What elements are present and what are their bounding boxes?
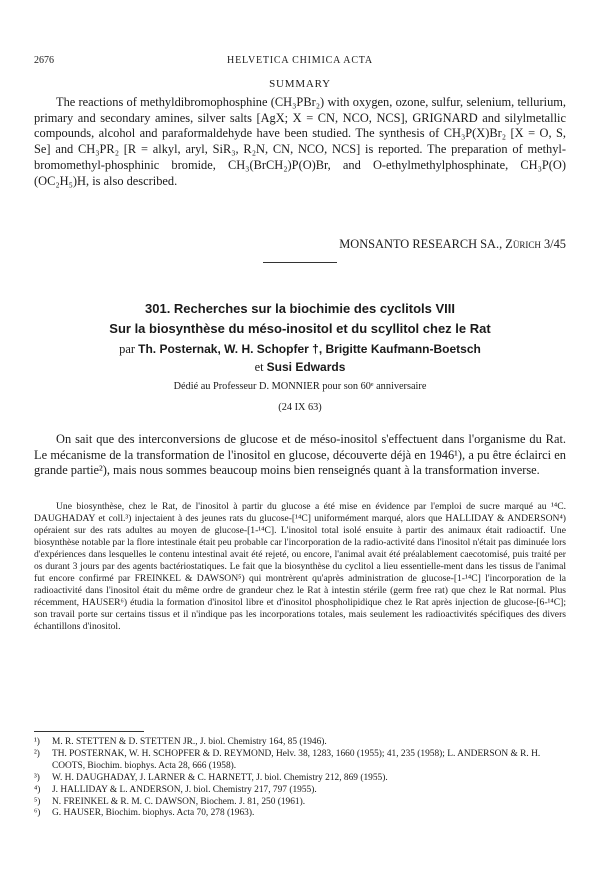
authors-names-1: Th. Posternak, W. H. Schopfer †, Brigitte Kaufmann-Boetsch — [138, 342, 481, 356]
summary-signature: MONSANTO RESEARCH SA., Zürich 3/45 — [339, 237, 566, 251]
author-line-1 — [0, 342, 600, 357]
footnote-mark: ¹) — [34, 737, 40, 747]
section-separator — [263, 262, 337, 263]
footnote-text: J. HALLIDAY & L. ANDERSON, J. biol. Chemistry 217, 797 (1955). — [52, 784, 317, 795]
footnote-3 — [34, 773, 566, 785]
footnotes-list — [34, 737, 566, 820]
summary-text: The reactions of methyldibromophosphine (CH₃PBr₂) with oxygen, ozone, sulfur, selenium, tellurium, primary and secondary amines, silver salts [AgX; X = CN, NCO, NCS], GRIGNARD and silylmetallic compounds, alcohol and paraformaldehyde have been studied. The synthesis of CH₃P(X)Br₂ [X = O, S, Se] and CH₃PR₂ [R = alkyl, aryl, SiR₃, R₂N, CN, NCO, NCS] is reported. The preparation of methyl-bromomethyl-phosphinic bromide, CH₃(BrCH₂)P(O)Br, and O-ethylmethylphosphinate, CH₃P(O)(OC₂H₅)H, is also described. — [34, 95, 566, 188]
running-header — [34, 55, 566, 69]
intro-paragraph: On sait que des interconversions de glucose et de méso-inositol s'effectuent dans l'organisme du Rat. Le mécanisme de la transformation de l'inositol en glucose, découverte déjà en 1946¹), a pu être éclairci en grande partie²), mais nous sommes beaucoup moins bien renseignés quant à la transformation inverse. — [34, 432, 566, 478]
footnote-6 — [34, 808, 566, 820]
journal-name: HELVETICA CHIMICA ACTA — [227, 55, 373, 66]
footnote-1 — [34, 737, 566, 749]
author-line-2 — [0, 360, 600, 375]
authors-prefix: par — [119, 342, 135, 356]
footnote-mark: ⁴) — [34, 784, 41, 795]
footnote-4 — [34, 785, 566, 797]
summary-title: SUMMARY — [269, 78, 331, 90]
footnote-5 — [34, 797, 566, 809]
authors-names-2: Susi Edwards — [266, 360, 346, 374]
footnote-mark: ⁶) — [34, 808, 41, 819]
footnote-text: M. R. STETTEN & D. STETTEN JR., J. biol. Chemistry 164, 85 (1946). — [52, 737, 327, 747]
page-number: 2676 — [34, 55, 54, 66]
dedication: Dédié au Professeur D. MONNIER pour son 60ᵉ anniversaire — [173, 381, 427, 392]
received-date: (24 IX 63) — [278, 402, 322, 413]
footnote-mark: ³) — [34, 772, 40, 783]
footnote-text: N. FREINKEL & R. M. C. DAWSON, Biochem. J. 81, 250 (1961). — [52, 796, 306, 807]
article-title: 301. Recherches sur la biochimie des cyclitols VIII — [145, 301, 455, 316]
footnote-2 — [34, 749, 566, 773]
article-subtitle: Sur la biosynthèse du méso-inositol et du scyllitol chez le Rat — [109, 321, 491, 336]
footnote-text: W. H. DAUGHADAY, J. LARNER & C. HARNETT, J. biol. Chemistry 212, 869 (1955). — [52, 772, 388, 783]
body-paragraph: Une biosynthèse, chez le Rat, de l'inositol à partir du glucose a été mise en évidence par l'emploi de sucre marqué au ¹⁴C. DAUGHADAY et coll.³) injectaient à des jeunes rats du glucose-[¹⁴C] uniformément marqué, alors que HALLIDAY & ANDERSON⁴) opéraient sur des rats adultes au moyen de glucose-[1-¹⁴C]. L'inositol total isolé ensuite à partir des animaux était radioactif. Une biosynthèse notable par la flore intestinale était peu probable car l'incorporation de la radio-activité dans l'inositol n'était pas diminuée lors d'expériences dans lesquelles le contenu intestinal avait été rejeté, ou encore, l'animal avait été préalablement caecotomisé, puis traité per os durant 3 jours par des agents bactériostatiques. Le fait que la biosynthèse du cyclitol a lieu essentielle-ment dans les tissus de l'animal fut encore confirmé par FREINKEL & DAWSON⁵) qui montrèrent qu'après administration de glucose-[1-¹⁴C] l'incorporation de la radioactivité dans l'inositol était du même ordre de grandeur chez le Rat à intestin stérile (germ free rat) que chez le Rat normal. Plus récemment, HAUSER⁶) étudia la formation d'inositol libre et d'inositol phospholipidique chez le Rat après injection de glucose-[6-¹⁴C]; son travail porte sur certains tissus et il n'indique pas les incorporations totales, mais seulement les radioactivités spécifiques des divers échantillons d'inositol. — [34, 501, 566, 632]
footnote-mark: ⁵) — [34, 796, 41, 807]
footnote-mark: ²) — [34, 748, 40, 759]
footnote-rule — [34, 731, 144, 732]
footnote-text: TH. POSTERNAK, W. H. SCHOPFER & D. REYMOND, Helv. 38, 1283, 1660 (1955); 41, 235 (1958); L. ANDERSON & R. H. COOTS, Biochim. biophys. Acta 28, 666 (1958). — [52, 748, 541, 771]
footnote-text: G. HAUSER, Biochim. biophys. Acta 70, 278 (1963). — [52, 808, 255, 819]
authors-conjunction: et — [254, 360, 264, 374]
